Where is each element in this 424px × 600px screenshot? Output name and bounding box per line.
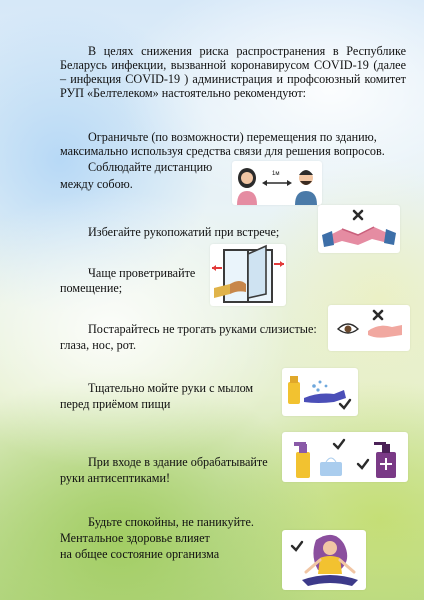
check-icon [356, 458, 370, 470]
distance-tip-line1: Соблюдайте дистанцию [88, 160, 213, 174]
ventilate-illustration [210, 244, 286, 306]
distance-tip-line2: между собою. [60, 177, 133, 191]
calm-tip-line1: Будьте спокойны, не паникуйте. [88, 515, 254, 529]
intro-paragraph [60, 44, 406, 100]
check-icon [338, 398, 352, 410]
distance-label: 1м [272, 171, 280, 177]
limit-movement-paragraph [60, 130, 406, 158]
meditating-woman-icon [282, 530, 366, 590]
cross-icon [352, 209, 364, 221]
ventilate-tip-line2: помещение; [60, 281, 123, 295]
face-tip-line2: глаза, нос, рот. [60, 338, 137, 352]
calm-tip-line3: на общее состояние организма [60, 547, 220, 561]
sanitize-tip-line2: руки антисептиками! [60, 471, 171, 485]
wash-illustration [282, 368, 358, 416]
calm-illustration [282, 530, 366, 590]
ventilate-tip-line1: Чаще проветривайте [88, 266, 196, 280]
wash-tip-line1: Тщательно мойте руки с мылом [88, 381, 254, 395]
handshake-illustration [318, 205, 400, 253]
face-tip-line1: Постарайтесь не трогать руками слизистые: [88, 322, 317, 336]
cross-icon [372, 309, 384, 321]
distance-illustration [232, 161, 322, 205]
calm-tip-line2: Ментальное здоровье влияет [60, 531, 210, 545]
check-icon [290, 540, 304, 552]
face-illustration [328, 305, 410, 351]
intro-text: В целях снижения риска распространения в Республике Беларусь инфекции, вызванной коронавирусом COVID-19 (далее – инфекция COVID-19 ) администрация и профсоюзный комитет РУП «Белтелеком» настоятельно рекомендуют: [60, 44, 406, 100]
wash-tip-line2: перед приёмом пищи [60, 397, 171, 411]
eye-touch-icon [328, 305, 410, 351]
open-window-icon [210, 244, 286, 306]
check-icon [332, 438, 346, 450]
social-distance-icon [232, 161, 322, 205]
sanitize-tip-line1: При входе в здание обрабатывайте [88, 455, 268, 469]
limit-movement-text: Ограничьте (по возможности) перемещения по зданию, максимально используя средства связи для решения вопросов. [60, 130, 385, 158]
sanitize-illustration [282, 432, 408, 482]
handshake-tip: Избегайте рукопожатий при встрече; [88, 225, 280, 239]
